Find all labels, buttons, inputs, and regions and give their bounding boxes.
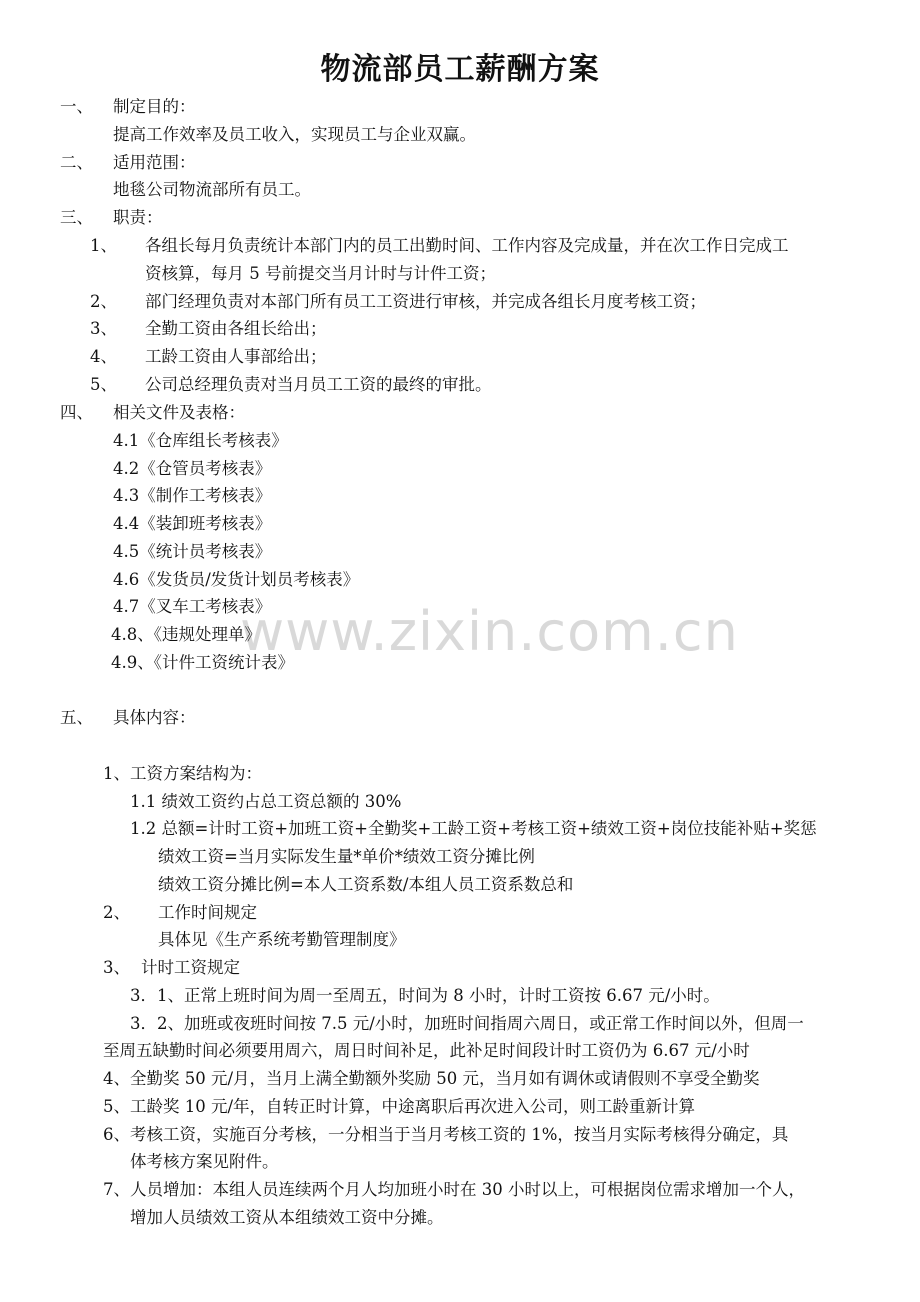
watermark: www.zixin.com.cn bbox=[240, 600, 739, 663]
section-2-number: 二、 bbox=[60, 153, 93, 172]
form-list-item: 4.4《装卸班考核表》 bbox=[113, 514, 272, 533]
content-line: 6、考核工资，实施百分考核，一分相当于当月考核工资的 1%，按当月实际考核得分确定，具 bbox=[103, 1125, 789, 1144]
content-line: 1.1 绩效工资约占总工资总额的 30% bbox=[130, 792, 402, 811]
form-list-item: 4.2《仓管员考核表》 bbox=[113, 459, 272, 478]
content-number: 3、 bbox=[103, 958, 130, 977]
section-5-number: 五、 bbox=[60, 708, 93, 727]
form-list-item: 4.6《发货员/发货计划员考核表》 bbox=[113, 570, 360, 589]
section-5-heading: 具体内容： bbox=[113, 708, 196, 727]
content-line: 增加人员绩效工资从本组绩效工资中分摊。 bbox=[130, 1208, 444, 1227]
content-line: 1、工资方案结构为： bbox=[103, 764, 262, 783]
content-line: 至周五缺勤时间必须要用周六，周日时间补足，此补足时间段计时工资仍为 6.67 元/小时 bbox=[103, 1041, 750, 1060]
section-4-number: 四、 bbox=[60, 403, 93, 422]
duty-item-1-line-2: 资核算，每月 5 号前提交当月计时与计件工资； bbox=[145, 264, 496, 283]
form-list-item: 4.7《叉车工考核表》 bbox=[113, 597, 272, 616]
section-3-heading: 职责： bbox=[113, 208, 163, 227]
duty-item-5-number: 5、 bbox=[90, 375, 117, 394]
duty-item-1-line-1: 各组长每月负责统计本部门内的员工出勤时间、工作内容及完成量，并在次工作日完成工 bbox=[145, 236, 789, 255]
content-number: 2、 bbox=[103, 903, 130, 922]
section-2-heading: 适用范围： bbox=[113, 153, 196, 172]
content-line: 7、人员增加：本组人员连续两个月人均加班小时在 30 小时以上，可根据岗位需求增加一个人， bbox=[103, 1180, 805, 1199]
content-line: 3．2、加班或夜班时间按 7.5 元/小时，加班时间指周六周日，或正常工作时间以外，但周一 bbox=[130, 1014, 804, 1033]
content-line: 3．1、正常上班时间为周一至周五，时间为 8 小时，计时工资按 6.67 元/小时。 bbox=[130, 986, 720, 1005]
section-2-body: 地毯公司物流部所有员工。 bbox=[113, 180, 311, 199]
content-line: 体考核方案见附件。 bbox=[130, 1152, 279, 1171]
form-list-item: 4.3《制作工考核表》 bbox=[113, 486, 272, 505]
content-line: 具体见《生产系统考勤管理制度》 bbox=[158, 930, 406, 949]
duty-item-3: 全勤工资由各组长给出； bbox=[145, 319, 327, 338]
duty-item-1-number: 1、 bbox=[90, 236, 117, 255]
content-line: 绩效工资分摊比例=本人工资系数/本组人员工资系数总和 bbox=[158, 875, 574, 894]
section-4-heading: 相关文件及表格： bbox=[113, 403, 245, 422]
section-3-number: 三、 bbox=[60, 208, 93, 227]
section-1-body: 提高工作效率及员工收入，实现员工与企业双赢。 bbox=[113, 125, 476, 144]
section-1-heading: 制定目的： bbox=[113, 97, 196, 116]
section-1-number: 一、 bbox=[60, 97, 93, 116]
page-title: 物流部员工薪酬方案 bbox=[320, 52, 600, 87]
duty-item-2: 部门经理负责对本部门所有员工工资进行审核，并完成各组长月度考核工资； bbox=[145, 292, 706, 311]
content-line: 5、工龄奖 10 元/年，自转正时计算，中途离职后再次进入公司，则工龄重新计算 bbox=[103, 1097, 696, 1116]
content-line: 绩效工资=当月实际发生量*单价*绩效工资分摊比例 bbox=[158, 847, 535, 866]
form-list-item: 4.8、《违规处理单》 bbox=[111, 625, 261, 644]
form-list-item: 4.5《统计员考核表》 bbox=[113, 542, 272, 561]
content-line: 4、全勤奖 50 元/月，当月上满全勤额外奖励 50 元，当月如有调休或请假则不享受全勤奖 bbox=[103, 1069, 760, 1088]
content-line: 工作时间规定 bbox=[158, 903, 257, 922]
form-list-item: 4.1《仓库组长考核表》 bbox=[113, 431, 288, 450]
content-line: 1.2 总额=计时工资+加班工资+全勤奖+工龄工资+考核工资+绩效工资+岗位技能补贴+奖惩 bbox=[130, 819, 817, 838]
duty-item-3-number: 3、 bbox=[90, 319, 117, 338]
duty-item-4-number: 4、 bbox=[90, 347, 117, 366]
duty-item-2-number: 2、 bbox=[90, 292, 117, 311]
duty-item-5: 公司总经理负责对当月员工工资的最终的审批。 bbox=[145, 375, 492, 394]
content-line: 计时工资规定 bbox=[141, 958, 240, 977]
form-list-item: 4.9、《计件工资统计表》 bbox=[111, 653, 294, 672]
duty-item-4: 工龄工资由人事部给出； bbox=[145, 347, 327, 366]
